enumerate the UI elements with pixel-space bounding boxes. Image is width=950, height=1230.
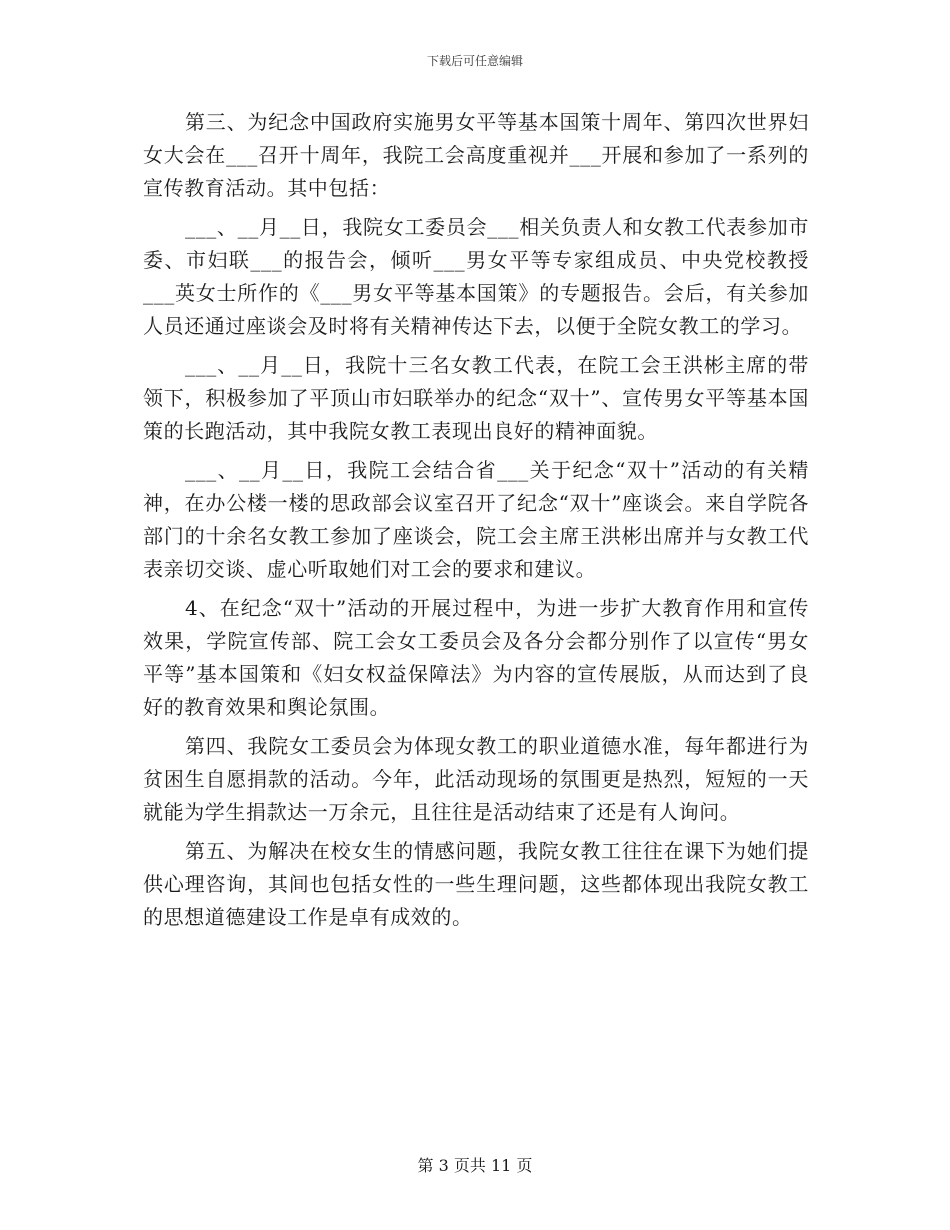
paragraph-fifth: 第五、为解决在校女生的情感问题，我院女教工往往在课下为她们提供心理咨询，其间也包括女性的一些生理问题，这些都体现出我院女教工的思想道德建设工作是卓有成效的。 bbox=[143, 839, 809, 929]
paragraph-event-run: ___、__月__日，我院十三名女教工代表，在院工会王洪彬主席的带领下，积极参加了平顶山市妇联举办的纪念“双十”、宣传男女平等基本国策的长跑活动，其中我院女教工表现出良好的精神面貌。 bbox=[143, 353, 809, 443]
paragraph-item-4: 4、在纪念“双十”活动的开展过程中，为进一步扩大教育作用和宣传效果，学院宣传部、院工会女工委员会及各分会都分别作了以宣传“男女平等”基本国策和《妇女权益保障法》为内容的宣传展版，从而达到了良好的教育效果和舆论氛围。 bbox=[143, 596, 809, 719]
paragraph-event-forum: ___、__月__日，我院工会结合省___关于纪念“双十”活动的有关精神，在办公楼一楼的思政部会议室召开了纪念“双十”座谈会。来自学院各部门的十余名女教工参加了座谈会，院工会主席王洪彬出席并与女教工代表亲切交谈、虚心听取她们对工会的要求和建议。 bbox=[143, 458, 809, 581]
page-number: 第 3 页共 11 页 bbox=[417, 1156, 533, 1175]
paragraph-fourth: 第四、我院女工委员会为体现女教工的职业道德水准，每年都进行为贫困生自愿捐款的活动。今年，此活动现场的氛围更是热烈，短短的一天就能为学生捐款达一万余元，且往往是活动结束了还是有人询问。 bbox=[143, 734, 809, 824]
paragraph-event-report: ___、__月__日，我院女工委员会___相关负责人和女教工代表参加市委、市妇联___的报告会，倾听___男女平等专家组成员、中央党校教授___英女士所作的《___男女平等基本国策》的专题报告。会后，有关参加人员还通过座谈会及时将有关精神传达下去，以便于全院女教工的学习。 bbox=[143, 215, 809, 338]
page-header: 下载后可任意编辑 bbox=[426, 54, 523, 68]
paragraph-third: 第三、为纪念中国政府实施男女平等基本国策十周年、第四次世界妇女大会在___召开十周年，我院工会高度重视并___开展和参加了一系列的宣传教育活动。其中包括： bbox=[143, 110, 809, 200]
document-body bbox=[143, 106, 809, 940]
